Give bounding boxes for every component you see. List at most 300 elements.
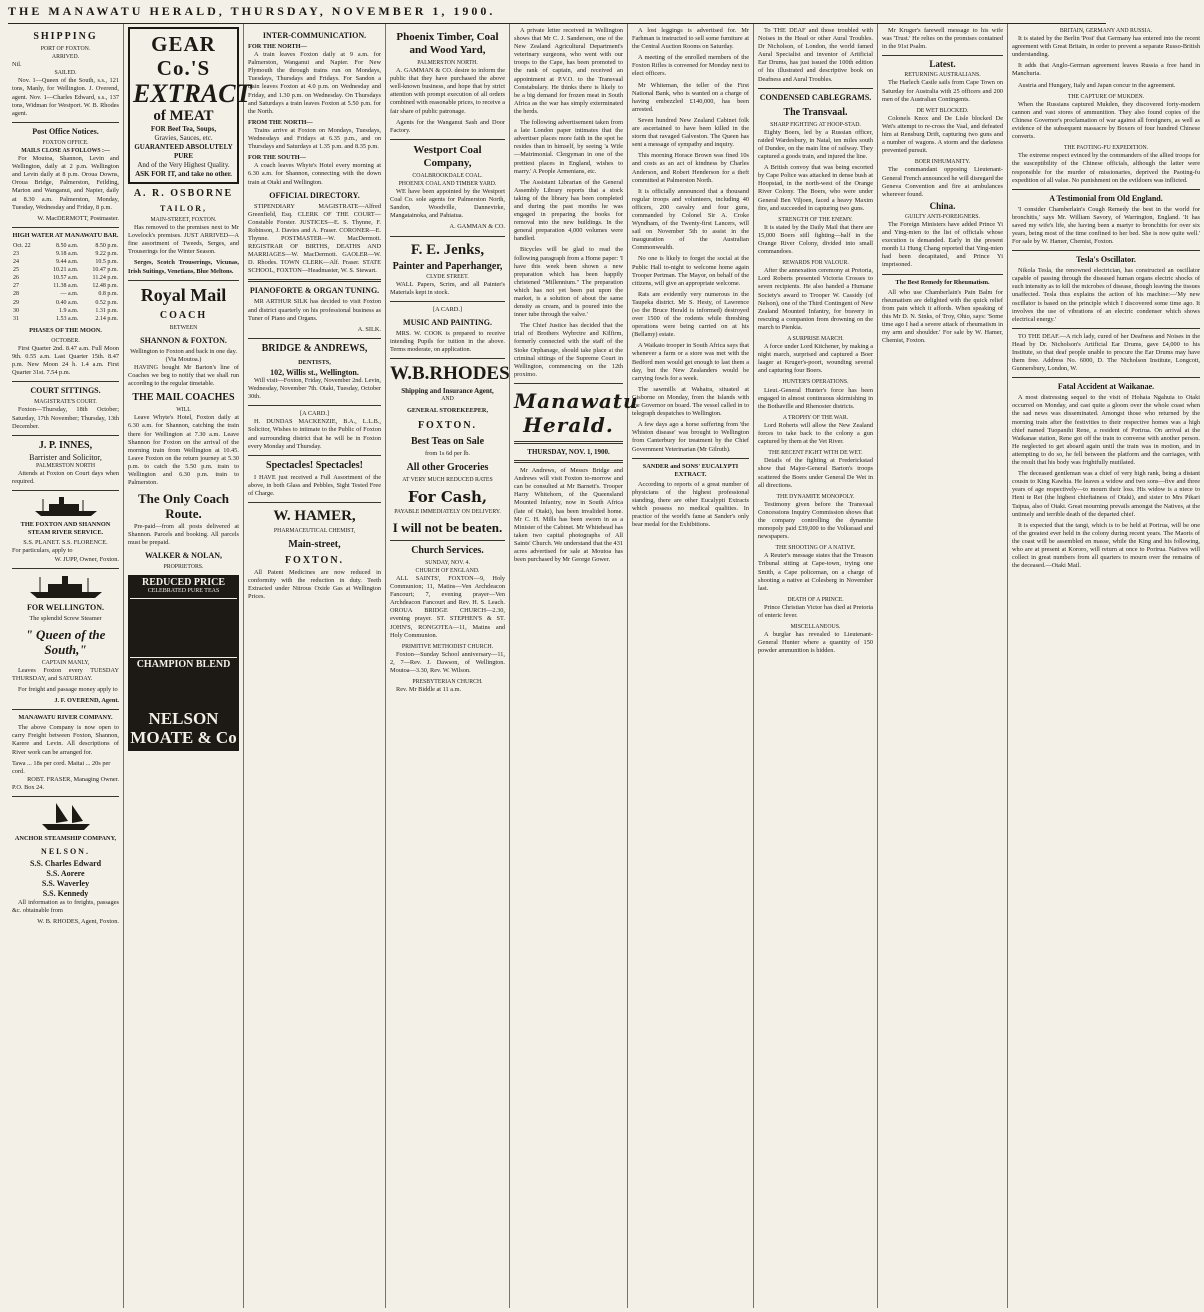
rhodes-name: W.B.RHODES [390, 363, 510, 385]
tide-heading: HIGH WATER AT MANAWATU BAR. [12, 231, 119, 239]
tide-cell: 8.50 a.m. [56, 242, 79, 249]
osborne-goods: Serges, Scotch Trouserings, Vicunas, Irish Suitings, Venetians, Blue Meltons. [128, 259, 239, 275]
phoenix-yard: PHOENIX COAL AND TIMBER YARD. [398, 180, 497, 187]
inter-heading: INTER-COMMUNICATION. [262, 31, 367, 40]
moon-heading: PHASES OF THE MOON. [29, 326, 102, 334]
paoting-text: The extreme respect evinced by the commanders of the allied troops for the susceptibility of the Chinese officials, although the latter were responsible for the murder of missionaries, deprived the Paoting-fu expedition of all value. No punishment on the evildoers was inflicted. [1012, 152, 1200, 184]
dentists-label: DENTISTS, [298, 358, 331, 366]
innes-text: Attends at Foxton on Court days when required. [12, 469, 119, 486]
fatal-text: A most distressing sequel to the visit of Hohaia Ngahuia to Otaki occurred on Monday, and cast quite a gloom over the whole coast when the sad news was disseminated. Amongst those who returned by the morning train after the festivities to their respective homes was a high chief named Tuopanihi Rene, a resident of Porirua. On arrival at the Waikanae station, Rene got off the train to converse with another person. He neglected to get aboard again until the train was in motion, and in attempting to do so, he fell between the platform and the carriages, with the result that his body was frightfully mutilated. [1012, 394, 1200, 467]
kruger-message: Mr Kruger's farewell message to his wife was 'Trust.' He relies on the promises contained in the 91st Psalm. [882, 27, 1003, 51]
gear-beef-tea: FOR Beef Tea, Soups, [150, 125, 217, 133]
steamship-icon [12, 495, 119, 517]
news-item: A meeting of the enrolled members of the Foxton Rifles is convened for Monday next to elect officers. [632, 54, 749, 78]
tide-row [12, 250, 119, 258]
divider [882, 55, 1003, 56]
deaf-text: TO THE DEAF.—A rich lady, cured of her Deafness and Noises in the Head by Dr. Nicholson's Artificial Ear Drums, gave £4,000 to his Institute, so that deaf people unable to procure the Ear Drums may have them free. Address No. 6000, D. The Nicholson Institute, Longcott, Gunnersbury, London, W. [1012, 332, 1200, 373]
methodist-heading: PRIMITIVE METHODIST CHURCH. [401, 643, 494, 650]
coalbrookdale: COALBROOKDALE COAL. [412, 172, 483, 179]
piano-text: MR ARTHUR SILK has decided to visit Foxton and district quarterly on his professional business as Tuner of Piano and Organs. [248, 298, 381, 322]
shooting-text: A Reuter's message states that the Treason Tribunal sitting at Cape-town, trying one Smith, a Cape policeman, on a charge of shooting a native at Colesberg in November last. [758, 552, 873, 592]
prince-text: Prince Christian Victor has died at Pretoria of enteric fever. [758, 603, 873, 619]
sander-text: According to reports of a great number of physicians of the highest professional standing, there are other Eucalypti Extracts which possess no medical qualities. In practice of the world's fame at Sander's only bear medal for the Exhibitions. [632, 480, 749, 529]
dentist-address: 102, Willis st., Wellington. [270, 367, 359, 377]
moon-text: First Quarter 2nd. 8.47 a.m. Full Moon 9th. 0.55 a.m. Last Quarter 15th. 8.47 p.m. New Moon 24 h. 1.4 a.m. First Quarter 31st. 7.54 p.m. [12, 345, 119, 377]
sharp-text-2: A British convoy that was being escorted by Cape Police was attacked in dense bush at Hoopstad, in the north-west of the Orange River Colony. The Boers, who were under General Ben Viljoen, faced a heavy Maxim fire, and succeeded in capturing two guns. [758, 164, 873, 212]
westport-text: WE have been appointed by the Westport Coal Co. sole agents for Palmerston North, Sandon, Woodville, Dannevirke, Mangatainoka, and Pahiatua. [390, 188, 505, 220]
dewet-text: Colonels Knox and De Lisle blocked De Wet's attempt to re-cross the Vaal, and defeated him at Rensburg Drift, capturing two guns and a number of wagons. A storm and the darkness prevented pursuit. [882, 114, 1003, 155]
britain-text: It is stated by the Berlin 'Post' that Germany has entered into the recent agreement with Great Britain, in order to prevent a separate Russo-British understanding. [1012, 35, 1200, 59]
strength-heading: STRENGTH OF THE ENEMY. [778, 216, 853, 223]
hamer-text: All Patent Medicines are now reduced in conformity with the reduction in duty. Teeth Extracted under Nitrous Oxide Gas at Wellington Prices. [248, 569, 381, 601]
mackenzie-text: H. DUNDAS MACKENZIE, B.A., L.L.B., Solicitor, Wishes to intimate to the Public of Foxton and surrounding district that he will be in Foxton every Monday and Thursday. [248, 418, 381, 450]
payable-label: PAYABLE IMMEDIATELY ON DELIVERY. [394, 508, 501, 515]
monopoly-text: Testimony given before the Transvaal Concessions Inquiry Commission shows that the company controlling the dynamite monopoly paid £39,000 to the Volksraad and newspapers. [758, 500, 873, 541]
divider [1012, 377, 1200, 378]
tide-cell: 9.22 p.m. [95, 250, 118, 257]
post-heading: Post Office Notices. [32, 126, 99, 136]
moon-sub: OCTOBER. [51, 337, 80, 344]
trophy-heading: A TROPHY OF THE WAR. [782, 414, 849, 421]
wellington-heading: FOR WELLINGTON. [26, 602, 105, 612]
tea-blend-panel [130, 669, 237, 709]
gear-extract: EXTRACT [133, 79, 252, 108]
music-text: MRS. W. COOK is prepared to receive intending Pupils for tuition in the above. Terms moderate, on application. [390, 329, 505, 354]
anchor-ship: S.S. Waverley [41, 879, 90, 889]
tide-cell: 11.38 a.m. [53, 283, 79, 290]
presbyterian-heading: PRESBYTERIAN CHURCH. [412, 679, 483, 686]
boer-text: The commandant opposing Lieutenant-General French announced he will disregard the Geneva Convention and fire at ambulances wherever found. [882, 166, 1003, 198]
tide-cell: 10.5 p.m. [95, 259, 118, 266]
recent-heading: THE RECENT FIGHT WITH DE WET. [768, 450, 863, 457]
divider [248, 338, 381, 339]
boer-heading: BOER INHUMANITY. [914, 159, 971, 166]
surprise-heading: A SURPRISE MARCH. [787, 336, 844, 342]
tide-cell: 25 [13, 267, 19, 274]
rewards-heading: REWARDS FOR VALOUR. [782, 260, 849, 267]
tea-price-list [130, 598, 237, 658]
river-heading: MANAWATU RIVER COMPANY. [18, 714, 113, 722]
tide-row [12, 282, 119, 290]
news-item: It is officially announced that a thousand regular troops and volunteers, including 40 officers, 200 cavalry and four guns, commanded by Colonel Sir A. Croke Wyndham, of the Twenty-first Lancers, will sail on November 5th to assist in the inauguration of the Australian Commonwealth. [632, 187, 749, 252]
herald-nameplate: Manawatu Herald. [514, 388, 639, 437]
steam-heading: THE FOXTON AND SHANNON STEAM RIVER SERVICE. [20, 521, 111, 537]
tide-row [12, 242, 119, 250]
jenks-trade: Painter and Paperhanger, [392, 260, 503, 272]
royal-mail-heading: Royal Mail [140, 284, 227, 305]
steam-text: For particulars, apply to [12, 547, 73, 555]
for-cash: For Cash, [407, 487, 488, 506]
divider [12, 709, 119, 710]
column-news-1 [510, 24, 639, 1308]
tide-row [12, 258, 119, 266]
testimonial-heading: A Testimonial from Old England. [1049, 193, 1163, 203]
news-item: This morning Horace Brown was fined 10s and costs as an act of kindness by Charles Anderson, and Robert Henderson for a theft committed at Palmerston North. [632, 152, 749, 184]
coach-heading: COACH [159, 309, 208, 321]
tide-table [12, 242, 119, 323]
guilty-text: The Foreign Ministers have added Prince Yi and Ying-mien to the list of officials whose execution is demanded. Early in the present month Li Hung Chang reported that Ying-mien had been decapitated, and Prince Yi imprisoned. [882, 220, 1003, 269]
divider [390, 540, 505, 541]
divider [514, 441, 623, 444]
south-heading: FOR THE SOUTH— [248, 154, 306, 162]
pure-teas: CELEBRATED PURE TEAS [147, 587, 220, 594]
tide-cell: 9.18 a.m. [56, 250, 79, 257]
church-england: CHURCH OF ENGLAND. [415, 567, 480, 574]
official-heading: OFFICIAL DIRECTORY. [269, 190, 360, 200]
news-item: The sawmills at Wahaira, situated at Gisborne on Monday, from the Islands with the Governor on board. The vessel called in to telegraph despatches to Wellington. [632, 385, 749, 418]
post-sub: FOXTON OFFICE. [42, 139, 89, 146]
via-label: (Via Moutoa.) [165, 355, 202, 363]
news-item: Rats are evidently very numerous in the Taupeka district. Mr S. Hesty, of Lawrence (so the Bruce Herald is informed) destroyed over 1500 of the rodents while threshing operations were being carried on at his (Bellamy) estate. [632, 290, 749, 339]
osborne-trade: TAILOR, [160, 204, 207, 213]
divider [390, 139, 505, 140]
divider [248, 405, 381, 406]
tide-cell: 1.31 p.m. [95, 307, 118, 314]
south-text: A coach leaves Whyte's Hotel every morning at 6.30 a.m. for Shannon, connecting with the down train at Otaki and Wellington. [248, 162, 381, 186]
page-header-title: THE MANAWATU HERALD, THURSDAY, NOVEMBER 1, 1900. [8, 4, 496, 18]
herald-date: THURSDAY, NOV. 1, 1900. [527, 447, 610, 456]
shooting-heading: THE SHOOTING OF A NATIVE. [775, 545, 856, 552]
news-item: The Assistant Librarian of the General Assembly Library reports that a stock taking of the library has been completed and during the past months he was engaged in preparing the books for removal into the new buildings. In the general preparation 4,000 volumes were handled. [514, 178, 623, 243]
news-item: Seven hundred New Zealand Cabinet folk are ascertained to have been killed in the storm that ravaged Galveston. The Queen has sent a message of sympathy and inquiry. [632, 116, 749, 149]
divider [514, 383, 623, 384]
piano-sign: A. SILK. [357, 325, 381, 333]
tide-cell: 11.24 p.m. [92, 275, 118, 282]
steamship-icon [12, 573, 119, 599]
tesla-heading: Tesla's Oscillator. [1076, 255, 1136, 265]
divider [514, 460, 623, 463]
sailed-label: SAILED. [54, 70, 77, 77]
from-north-heading: FROM THE NORTH— [248, 118, 313, 126]
tide-cell: 30 [13, 307, 19, 314]
fatal-text-3: It is expected that the tangi, which is to be held at Porirua, will be one of the greatest ever held in the colony during recent years. The Maoris of the coast will be assembled en masse, while the King and his following, who are at present at Kororo, will return at once to Porirua. Natives will collect in great numbers from all quarters to mourn over the remains of the deceased.—Otaki Mail. [1012, 521, 1200, 570]
column-advertisements [124, 24, 252, 1308]
news-item: Bicycles will be glad to read the following paragraph from a Home paper: 'I have this week been shown a new preparation which has been happily christened "Millennium." The preparation which has not yet been put upon the market, is a solution of about the same density as cream, and is poured into the inner tube through the valve.' [514, 246, 623, 319]
tide-row [12, 290, 119, 298]
phoenix-heading: Phoenix Timber, Coal and Wood Yard, [396, 31, 499, 56]
local-news: Mr Andrews, of Messrs Bridge and Andrews will visit Foxton to-morrow and can be consulted at Mr Barnett's. Trooper Harry Whitehorn, of the Queensland Mounted Infantry, now in South Africa (late of Otaki), has been invalided home. Mr C. H. Mills has been sworn in as a Minister of the Cabinet. Mr Whitehead has taken two capital photographs of All Saints' Church. We understand that the 431 acres advertised for sale at Moutoa has been purchased by Mr George Gower. [514, 467, 623, 564]
tide-cell: 27 [13, 283, 19, 290]
only-coach-route: The Only Coach Route. [137, 491, 229, 522]
anchor-ship: S.S. Charles Edward [29, 859, 102, 869]
misc-heading: MISCELLANEOUS. [790, 624, 841, 631]
tide-row [12, 299, 119, 307]
britain-text-2: It adds that Anglo-German agreement leaves Russia a free hand in Manchuria. [1012, 62, 1200, 78]
north-heading: FOR THE NORTH— [248, 43, 307, 50]
tide-cell: 10.57 a.m. [53, 275, 79, 282]
anchor-ship: S.S. Kennedy [42, 889, 89, 899]
fatal-heading: Fatal Accident at Waikanae. [1057, 382, 1155, 392]
jenks-street: CLYDE STREET. [426, 273, 469, 280]
queen-name: " Queen of the South," [25, 626, 106, 657]
divider [12, 227, 119, 228]
queen-apply: For freight and passage money apply to [18, 685, 118, 693]
divider [390, 358, 505, 359]
court-sub: MAGISTRATE'S COURT. [34, 399, 97, 406]
bridge-heading: BRIDGE & ANDREWS, [261, 342, 368, 354]
sander-heading: SANDER and SONS' EUCALYPTI EXTRACT. [642, 462, 739, 478]
sharp-heading: SHARP FIGHTING AT HOOP-STAD. [770, 121, 861, 128]
divider [758, 88, 873, 89]
anchor-ship: S.S. Aorere [46, 869, 85, 879]
champion-blend: CHAMPION BLEND [136, 658, 231, 670]
recent-text: Details of the fighting at Frederickstad show that Major-General Barton's troops scattered the Boers under General De Wet in all directions. [758, 457, 873, 489]
divider [390, 301, 505, 302]
divider [12, 796, 119, 797]
anchor-text: All information as to freights, passages &c. obtainable from [12, 899, 119, 915]
divider [1012, 189, 1200, 190]
tide-cell: 10.21 a.m. [53, 267, 79, 274]
tide-cell: 10.47 p.m. [92, 267, 118, 274]
westport-heading: Westport Coal Company, [413, 143, 482, 169]
card-label: [A CARD.] [299, 410, 330, 418]
groceries-heading: All other Groceries [406, 461, 489, 473]
river-rates: Tawa ... 18s per cord. Maitai ... 20s per cord. [12, 759, 111, 775]
coach-times: Leave Whyte's Hotel, Foxton daily at 6.30 a.m. for Shannon, catching the train there for Wellington at 7.30 a.m. Leave Shannon for Foxton on the arrival of the morning train from Wellington at 10.45. Leave Foxton on the return journey at 5.30 p.m. to catch the 5.50 p.m. train to Wellington and 6.30 p.m. train to Palmerston. [128, 414, 239, 487]
barton-text: HAVING bought Mr Barton's line of Coaches we beg to notify that we shall run according to the regular timetable. [128, 363, 239, 388]
shannon-foxton: SHANNON & FOXTON. [140, 335, 227, 345]
tide-cell: 0.40 a.m. [56, 299, 79, 306]
trophy-text: Lord Roberts will allow the New Zealand forces to take back to the colony a gun captured by them at the Vet River. [758, 421, 873, 446]
rhodes-foxton: FOXTON. [417, 419, 478, 431]
divider [390, 236, 505, 237]
gear-ask: ASK FOR IT, and take no other. [135, 170, 232, 178]
arrived-nil: Nil. [12, 61, 22, 69]
column-intercommunication [244, 24, 386, 1308]
divider [12, 122, 119, 123]
teas-heading: Best Teas on Sale [410, 435, 485, 447]
news-item: The following advertisement taken from a late London paper intimates that the advertiser places more faith in the spot he resides than in himself, by seeing 'a Wife—Matrimonial. Clergyman in one of the prettiest places in England, wishes to marry.' A People Armenians, etc. [514, 119, 623, 175]
presbyterian-text: Rev. Mr Biddle at 11 a.m. [396, 686, 462, 694]
divider [12, 568, 119, 569]
news-item: A Waikato trooper in South Africa says that whenever a farm or a store was met with the Bedford men would get enough to last them a day, but the New Zealanders would be carrying fowls for a week. [632, 342, 749, 382]
news-item: A few days ago a horse suffering from 'the Whiston disease' was brought to Wellington from Canterbury for treatment by the Chief Government Veterinarian (Mr Gilruth). [632, 421, 749, 453]
walker-nolan: WALKER & NOLAN, [144, 551, 223, 561]
surprise-text: A force under Lord Kitchener, by making a night march, surprised and captured a Boer laager at Kruger's-poort, wounding several and capturing four Boers. [758, 343, 873, 375]
gear-of-meat: of MEAT [153, 108, 214, 124]
tide-cell: 29 [13, 299, 19, 306]
phoenix-text: A. GAMMAN & CO. desire to inform the public that they have purchased the above well-known business, and hope that by strict attention with prompt execution of all orders combined with reasonable prices, to receive a fair share of public patronage. [390, 67, 505, 115]
divider [248, 455, 381, 456]
hamer-chemist: PHARMACEUTICAL CHEMIST, [273, 528, 356, 535]
river-manager: ROBT. FRASER, Managing Owner. [27, 775, 119, 783]
steam-owner: W. JUPP, Owner, Foxton. [54, 555, 119, 563]
tide-cell: 12.48 p.m. [92, 283, 118, 290]
nelson-moate-name: NELSON MOATE & Co [130, 708, 237, 747]
rhodes-and: AND [441, 396, 454, 403]
mukden-heading: THE CAPTURE OF MUKDEN. [1067, 93, 1145, 100]
methodist-text: Foxton—Sunday School anniversary—11, 2, 7—Rev. J. Dawson, of Wellington. Moutoa—3.30, Rev. W. Wilson. [390, 650, 505, 675]
hamer-foxton: FOXTON. [284, 555, 345, 567]
tide-cell: 2.14 p.m. [95, 315, 118, 322]
returning-text: The Harlech Castle sails from Cape Town on Saturday for Australia with 25 officers and 200 men of the Australian Contingents. [882, 79, 1003, 103]
tide-cell: 1.9 a.m. [59, 307, 79, 314]
column-news-2 [628, 24, 754, 1308]
monopoly-heading: THE DYNAMITE MONOPOLY. [776, 493, 855, 500]
divider [248, 279, 381, 282]
anchor-agent: W. B. RHODES, Agent, Foxton. [37, 918, 119, 926]
tide-cell: — a.m. [60, 291, 79, 298]
divider [248, 502, 381, 503]
north-text: A train leaves Foxton daily at 9 a.m. for Palmerston, Wanganui and Napier. For New Plymouth the through trains run on Mondays, Tuesdays, Thursdays and Fridays. For Sandon a train leaves Foxton at 4.0 p.m. on Wednesday and Friday, and 1.30 p.m. on Wednesday. On Thursdays and Saturdays a train leaves Foxton at 5.50 p.m. for the North. [248, 51, 381, 115]
tide-cell: 1.53 a.m. [56, 315, 79, 322]
news-item: A private letter received in Wellington shows that Mr C. J. Sanderson, one of the New Zealand Agricultural Department's veterinary surgeons, who went with our troops to the Cape, has been promoted to the rank of captain, and received an appointment at P.V.O. to the Transvaal Constabulary. He thinks there is likely to be a big demand for frozen meat in South Africa as the war has simply exterminated the herds. [514, 27, 623, 115]
mails-text: For Moutoa, Shannon, Levin and Wellington, daily at 2 p.m. Wellington and Levin daily at 8 p.m. Oroua Downs, Oroua Bridge, Palmerston, Feilding, Marton and Wanganui, and Napier, daily at 8.30 a.m. Palmerston, Monday, Tuesday, Wednesday and Friday, 8 p.m. [12, 155, 119, 211]
directory-text: STIPENDIARY MAGISTRATE—Alfred Greenfield, Esq. CLERK OF THE COURT—Constable Forster. JUSTICES—E. S. Thynne, F. Robinson, J. Davies and A. Fraser. CORONER—E. Thynne. POSTMASTER—W. MacDermott. REGISTRAR OF BIRTHS, DEATHS AND MARRIAGES—W. MacDermott. GAOLER—W. D. Rhodes. TOWN CLERK—Alf. Fraser. STATE SCHOOL, FOXTON—Headmaster, W. S. Stewart. [248, 202, 381, 275]
hunters-text: Lieut.-General Hunter's force has been engaged in almost continuous skirmishing in the Bothaville and Rhenoster districts. [758, 386, 873, 410]
coach-text: Wellington to Foxton and back in one day. [130, 347, 237, 355]
tide-cell: 23 [13, 250, 19, 257]
piano-heading: PIANOFORTE & ORGAN TUNING. [249, 286, 380, 296]
osborne-name: A. R. OSBORNE [133, 188, 234, 199]
innes-place: PALMERSTON NORTH [35, 462, 96, 469]
divider [632, 458, 749, 459]
between-label: BETWEEN [169, 324, 198, 331]
rhodes-store: GENERAL STOREKEEPER, [406, 407, 489, 415]
misc-text: A burglar has revealed to Lieutenant-General Hunter where a quantity of 150 powder ammunition is hidden. [758, 631, 873, 655]
anchor-heading: ANCHOR STEAMSHIP COMPANY, [14, 835, 117, 842]
teas-price: from 1s 6d per lb. [425, 449, 470, 457]
divider [128, 280, 239, 281]
tesla-text: Nikola Tesla, the renowned electrician, has constructed an oscillator capable of passing through the diseased human organs electric shocks of such intensity as to kill the microbes of disease, though leaving the tissues unaffected. Tesla thus explains the action of his machine:—'My new oscillator is based on the principle which I discovered some time ago. It involves the use of vibrations of an electric condenser which shows electrical energy.' [1012, 267, 1200, 323]
spectacles-text: I HAVE just received a Full Assortment of the above, in both Glass and Pebbles, Sight Tested Free of Charge. [248, 473, 381, 497]
port-line: PORT OF FOXTON. [40, 46, 91, 52]
tide-cell: 8.50 p.m. [95, 242, 118, 249]
divider [12, 381, 119, 382]
tide-cell: Oct. 22 [13, 242, 31, 249]
tide-row [12, 274, 119, 282]
po-box: P.O. Box 24. [12, 783, 45, 791]
osborne-text: Has removed to the premises next to Mr Lovelock's premises. JUST ARRIVED—A fine assortment of Tweeds, Serges, and Trouserings for the Winter Season. [128, 224, 239, 256]
gear-pure: GUARANTEED ABSOLUTELY PURE [134, 143, 233, 160]
nelson-moate-ad [128, 575, 239, 751]
court-heading: COURT SITTINGS. [30, 386, 101, 396]
screw-line: The splendid Screw Steamer [29, 614, 102, 622]
mail-coaches: THE MAIL COACHES [132, 392, 235, 404]
tide-row [12, 307, 119, 315]
paoting-heading: THE PAOTING-FU EXPEDITION. [1063, 145, 1149, 152]
spectacles-heading: Spectacles! Spectacles! [266, 459, 363, 471]
gear-extract-ad [128, 27, 252, 184]
river-text: The above Company is now open to carry Freight between Foxton, Shannon, Karere and Levin. All descriptions of River work can be arranged for. [12, 724, 119, 756]
divider [12, 490, 119, 491]
remedy-text: All who use Chamberlain's Pain Balm for rheumatism are delighted with the quick relief from pain which it affords. When speaking of this Mr D. N. Sinks, of Troy, Ohio, says: 'Some time ago I had a severe attack of rheumatism in my arm and shoulder.' For sale by W. Hamer, Chemist, Foxton. [882, 288, 1003, 345]
tide-cell: 31 [13, 315, 19, 322]
news-item: No one is likely to forget the social at the Public Hall to-night to welcome home again Trooper Pertman. The Mayor, on behalf of the citizens, will give an appropriate welcome. [632, 255, 749, 287]
anchor-ship-list [12, 859, 119, 899]
postmaster: W. MacDERMOTT, Postmaster. [37, 214, 119, 222]
phoenix-agents: Agents for the Wanganui Sash and Door Factory. [390, 118, 505, 134]
music-heading: MUSIC AND PAINTING. [403, 317, 492, 327]
gear-title: GEAR Co.'S [151, 32, 216, 80]
reduced-price: REDUCED PRICE [141, 576, 226, 588]
sharp-text: Eighty Boers, led by a Russian officer, raided Wardesbury, in Natal, ten miles south of Dundee, on the main line of railway. They captured a goods train, and injured the line. [758, 128, 873, 161]
from-north-text: Trains arrive at Foxton on Mondays, Tuesdays, Wednesdays and Fridays at 6.35 p.m., and on Thursdays and Saturdays at 1.35 p.m. and 8.35 p.m. [248, 126, 381, 151]
gear-gravies: Gravies, Sauces, etc. [154, 134, 213, 142]
divider [12, 435, 119, 436]
dentist-text: Will visit—Foxton, Friday, November 2nd. Levin, Wednesday, November 7th. Otaki, Tuesday, October 30th. [248, 377, 381, 401]
column-shipping [8, 24, 124, 1308]
tide-row [12, 266, 119, 274]
phoenix-place: PALMERSTON NORTH. [417, 60, 478, 66]
steam-boats: S.S. PLANET. S.S. FLORENCE. [23, 539, 108, 547]
tide-cell: 9.44 a.m. [56, 259, 79, 266]
tide-cell: 0.52 p.m. [95, 299, 118, 306]
prince-heading: DEATH OF A PRINCE. [787, 596, 844, 603]
captain: CAPTAIN MANLY, [41, 659, 90, 666]
column-cablegrams [754, 24, 878, 1308]
sailing-ship-icon [12, 801, 119, 831]
fatal-text-2: The deceased gentleman was a chief of very high rank, being a distant cousin to King Kawhia. He leaves a widow and two sons—five and three years of age respectively—to mourn their loss. His widow is a niece to Heni te Rei (the highest chieftainess of Otaki), and sister to Mrs Pikari Taipua, also of Otaki. Great mourning prevails amongst the Natives, at the untimely and terrible death of the departed chief. [1012, 470, 1200, 518]
church-text: ALL SAINTS', FOXTON—9, Holy Communion; 11, Matins—Ven Archdeacon Fancourt; 7, evening prayer—Ven Archdeacon Fancourt and Rev. H. S. Leach. OROUA BRIDGE CHURCH—2.30, evening prayer. ST. STEPHEN'S & ST. JOHN'S, RONGOTEA—11, Matins and Holy Communion. [390, 575, 505, 639]
page-header [8, 4, 1106, 24]
queen-agent: J. F. OVEREND, Agent. [54, 697, 119, 705]
dewet-heading: DE WET BLOCKED. [916, 107, 969, 114]
britain-heading: BRITAIN, GERMANY AND RUSSIA. [1059, 28, 1153, 34]
columns [8, 24, 1200, 1308]
arrived-label: ARRIVED. [51, 54, 80, 61]
returning-heading: RETURNING AUSTRALIANS. [904, 72, 981, 79]
remedy-heading: The Best Remedy for Rheumatism. [895, 278, 990, 286]
innes-title: Barrister and Solicitor, [29, 452, 102, 462]
church-date: SUNDAY, NOV. 4. [425, 559, 470, 566]
jenks-text: WALL Papers, Scrim, and all Painter's Materials kept in stock. [390, 280, 505, 296]
hamer-name: W. HAMER, [273, 508, 356, 525]
news-item: A lost leggings is advertised for. Mr Farhman is instructed to sell some furniture at the Central Auction Rooms on Saturday. [632, 27, 749, 51]
tide-cell: 24 [13, 259, 19, 266]
westport-sign: A. GAMMAN & CO. [449, 223, 505, 231]
transvaal-heading: The Transvaal. [783, 106, 848, 118]
tide-cell: 28 [13, 291, 19, 298]
britain-text-3: Austria and Hungary, Italy and Japan concur in the agreement. [1018, 81, 1176, 89]
hunters-heading: HUNTER'S OPERATIONS. [782, 379, 849, 386]
rhodes-sub: Shipping and Insurance Agent, [401, 387, 494, 396]
news-item: Mr Whiteman, the teller of the First National Bank, who is wanted on a charge of having embezzled £140,000, has been arrested. [632, 81, 749, 113]
not-beaten: I will not be beaten. [392, 519, 503, 535]
court-text: Foxton—Thursday, 18th October; Saturday, 17th November; Thursday, 13th December. [12, 406, 119, 430]
jenks-name: F. E. Jenks, [410, 241, 485, 258]
church-heading: Church Services. [411, 544, 484, 556]
innes-name: J. P. INNES, [38, 439, 93, 451]
will-label: WILL [176, 407, 191, 414]
hamer-street: Main-street, [288, 539, 341, 551]
coach-fares: Pre-paid—from all posts delivered at Shannon. Parcels and booking. All parcels must be prepaid. [128, 523, 239, 547]
sailed-text: Nov. 1—Queen of the South, s.s., 121 tons, Manly, for Wellington. J. Overend, agent. Nov. 1—Charles Edward, s.s., 137 tons, Widman for Westport. W. B. Rhodes agent. [12, 77, 119, 117]
deaf-notice: To THE DEAF and those troubled with Noises in the Head or other Aural Troubles. Dr Nicholson, of London, the world famed Aural Specialist and inventor of Artificial Ear Drums, has just issued the 100th edition of his illustrated and descriptive book on Deafness and Aural Troubles. [758, 27, 873, 83]
cook-card: [A CARD.] [432, 305, 463, 313]
testimonial-text: 'I consider Chamberlain's Cough Remedy the best in the world for bronchitis,' says Mr. William Savory, of Warrington, England. 'It has saved my wife's life, she having been a martyr to bronchitis for over six years, being most of the time confined to her bed. She is now quite well.' For sale by W. Hamer, Chemist, Foxton. [1012, 205, 1200, 246]
divider [1012, 250, 1200, 251]
china-heading: China. [929, 200, 956, 211]
gear-quality: And of the Very Highest Quality. [137, 161, 230, 169]
nelson-label: NELSON. [41, 847, 90, 857]
rewards-text: After the annexation ceremony at Pretoria, Lord Roberts presented Victoria Crosses to seven recipients. He also handed a Humane Society's award to Trooper W. Cassidy (of Nelson), one of the Third Contingent of New Zealand Mounted Infantry, for bravery in rescuing a companion from drowning on the march to Pienkia. [758, 267, 873, 331]
guilty-heading: GUILTY ANTI-FOREIGNERS. [905, 213, 980, 220]
reduced-rates: AT VERY MUCH REDUCED RATES [402, 476, 493, 483]
queen-text: Leaves Foxton every TUESDAY THURSDAY, and SATURDAY. [12, 666, 119, 682]
mails-heading: MAILS CLOSE AS FOLLOWS :— [21, 147, 110, 154]
column-latest [878, 24, 1008, 1308]
news-item: The Chief Justice has decided that the trial of Brothers Wybrctre and Kilfirm, formerly connected with the staff of the Stoke Orphanage, should take place at the criminal sittings of the Supreme Court in Wellington, commencing on the 12th proximo. [514, 322, 623, 378]
condensed-heading: CONDENSED CABLEGRAMS. [759, 92, 872, 102]
strength-text: It is stated by the Daily Mail that there are 15,000 Boers still fighting—half in the Orange River Colony, divided into small commandoes. [758, 223, 873, 256]
divider [1012, 328, 1200, 329]
mukden-text: When the Russians captured Mukden, they discovered forty-modern cannon and vast stores of ammunition. They also found copies of the Chinese Governor's proclamation of war against all foreigners, as well as evidence of the subsequent massacre by Boxers of four hundred Chinese converts. [1012, 100, 1200, 141]
osborne-street: MAIN-STREET, FOXTON. [150, 217, 217, 223]
latest-heading: Latest. [929, 59, 956, 70]
tide-row [12, 315, 119, 323]
column-foreign-news [1008, 24, 1204, 1308]
